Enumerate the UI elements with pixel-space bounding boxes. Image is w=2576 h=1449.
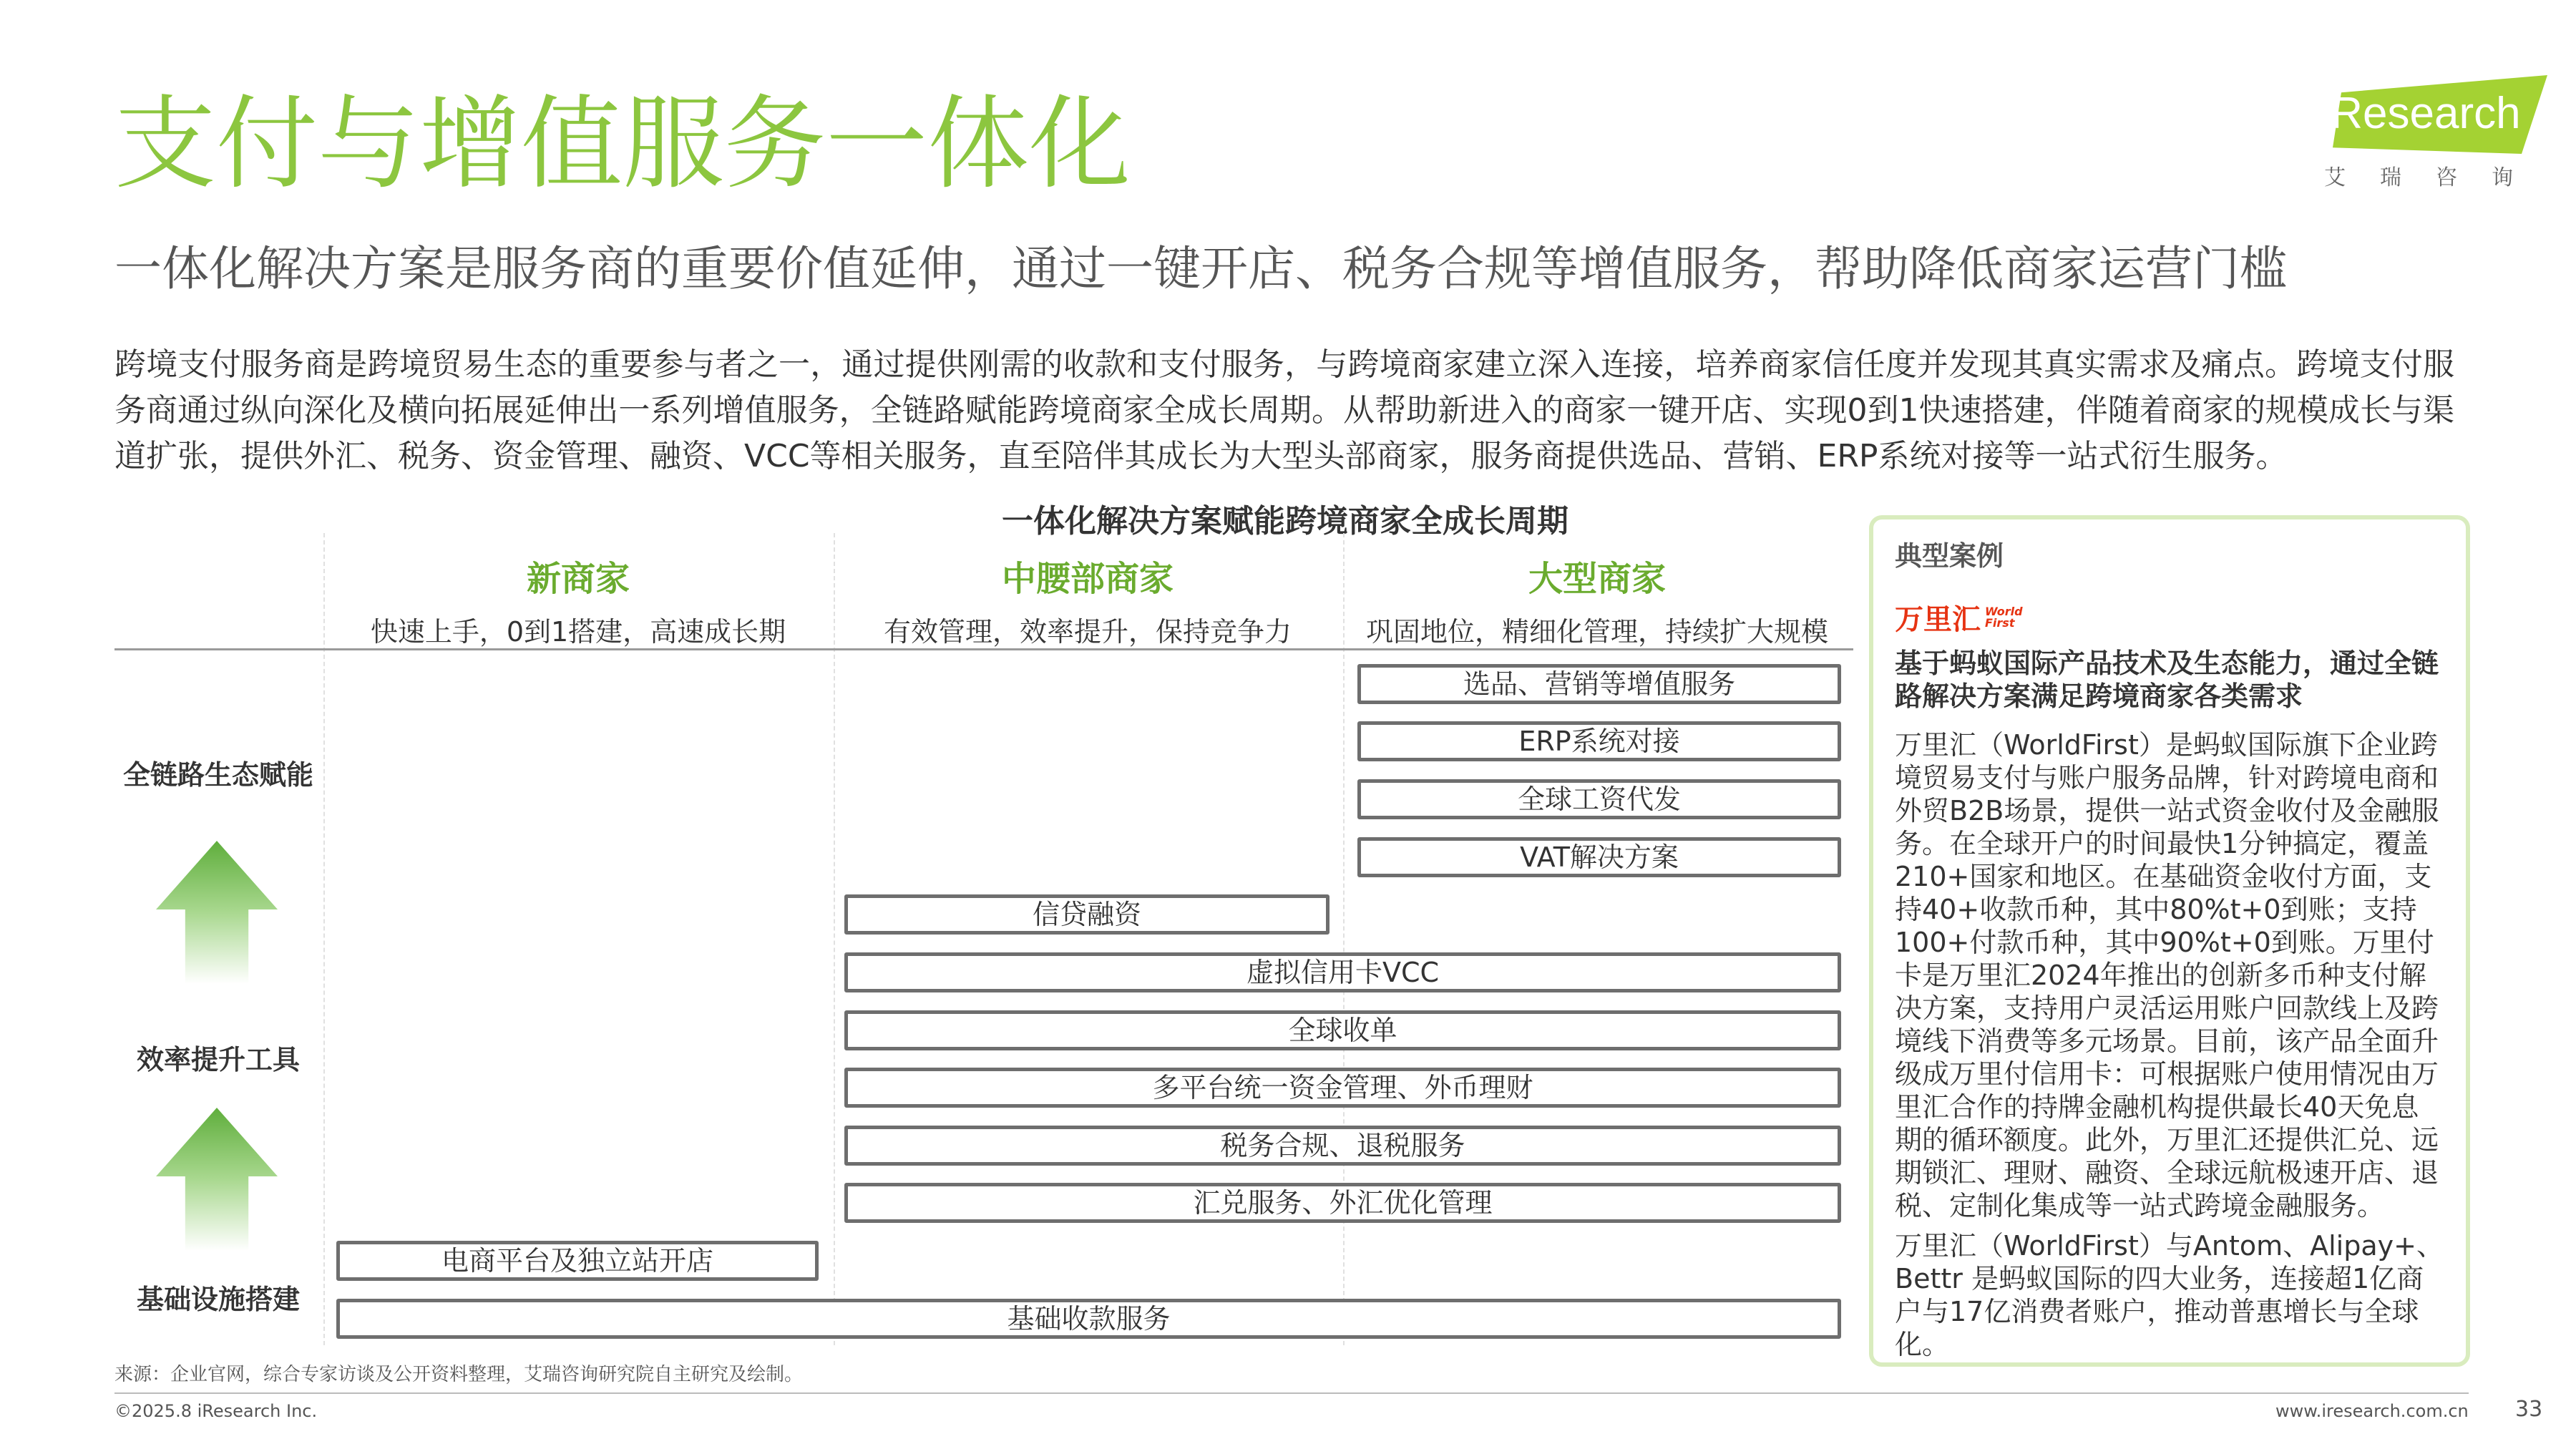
page-number: 33 <box>2515 1397 2543 1422</box>
source-note: 来源：企业官网，综合专家访谈及公开资料整理，艾瑞咨询研究院自主研究及绘制。 <box>114 1364 804 1385</box>
row-label-ecosystem: 全链路生态赋能 <box>122 759 313 791</box>
service-box: 电商平台及独立站开店 <box>336 1241 819 1281</box>
intro-paragraph: 跨境支付服务商是跨境贸易生态的重要参与者之一，通过提供刚需的收款和支付服务，与跨境商家建立深入连接，培养商家信任度并发现其真实需求及痛点。跨境支付服务商通过纵向深化及横向拓展延伸出一系列增值服务，全链路赋能跨境商家全成长周期。从帮助新进入的商家一键开店、实现0到1快速搭建，伴随着商家的规模成长与渠道扩张，提供外汇、税务、资金管理、融资、VCC等相关服务，直至陪伴其成长为大型头部商家，服务商提供选品、营销、ERP系统对接等一站式衍生服务。 <box>114 346 2454 474</box>
case-highlight: 基于蚂蚁国际产品技术及生态能力，通过全链路解决方案满足跨境商家各类需求 <box>1895 648 2439 712</box>
service-box: 多平台统一资金管理、外币理财 <box>844 1068 1841 1108</box>
worldfirst-logo <box>1895 597 2023 638</box>
brand-cn: 万里汇 <box>1895 603 1981 636</box>
stage-large-desc: 巩固地位，精细化管理，持续扩大规模 <box>1365 616 1828 648</box>
brand-en: World First <box>1985 604 2023 630</box>
service-box: 虚拟信用卡VCC <box>844 952 1841 992</box>
row-label-efficiency: 效率提升工具 <box>136 1044 300 1075</box>
stage-new-desc: 快速上手，0到1搭建，高速成长期 <box>370 616 786 648</box>
footer-divider <box>114 1392 2469 1394</box>
case-paragraph-2: 万里汇（WorldFirst）与Antom、Alipay+、Bettr 是蚂蚁国际的四大业务，连接超1亿商户与17亿消费者账户，推动普惠增长与全球化。 <box>1895 1230 2444 1360</box>
service-box: ERP系统对接 <box>1357 721 1841 761</box>
stage-large-merchant: 大型商家 <box>1528 559 1666 599</box>
case-card <box>1869 515 2470 1367</box>
column-divider <box>834 533 835 1345</box>
stage-mid-desc: 有效管理，效率提升，保持竞争力 <box>883 616 1292 648</box>
case-title: 典型案例 <box>1895 540 2004 572</box>
service-box: 汇兑服务、外汇优化管理 <box>844 1183 1841 1223</box>
arrow-up-icon <box>156 1108 278 1251</box>
column-divider <box>323 533 325 1345</box>
service-box: 税务合规、退税服务 <box>844 1126 1841 1166</box>
logo-text: iResearch <box>2318 89 2521 138</box>
service-box: VAT解决方案 <box>1357 837 1841 877</box>
service-box: 选品、营销等增值服务 <box>1357 664 1841 704</box>
service-box: 信贷融资 <box>844 894 1330 935</box>
page-subtitle: 一体化解决方案是服务商的重要价值延伸，通过一键开店、税务合规等增值服务，帮助降低商家运营门槛 <box>114 241 2287 296</box>
copyright: ©2025.8 iResearch Inc. <box>114 1401 318 1421</box>
service-box: 基础收款服务 <box>336 1299 1841 1339</box>
stage-new-merchant: 新商家 <box>526 559 630 599</box>
stage-mid-merchant: 中腰部商家 <box>1001 559 1174 599</box>
column-divider <box>1343 533 1345 1345</box>
arrow-up-icon <box>156 841 278 984</box>
row-label-infrastructure: 基础设施搭建 <box>136 1284 300 1315</box>
iresearch-logo <box>2310 75 2553 197</box>
service-box: 全球收单 <box>844 1010 1841 1050</box>
logo-cn-text: 艾瑞咨询 <box>2324 165 2547 190</box>
diagram-title: 一体化解决方案赋能跨境商家全成长周期 <box>1002 503 1568 540</box>
page-title: 支付与增值服务一体化 <box>114 85 1131 203</box>
service-box: 全球工资代发 <box>1357 779 1841 819</box>
case-paragraph-1: 万里汇（WorldFirst）是蚂蚁国际旗下企业跨境贸易支付与账户服务品牌，针对跨境电商和外贸B2B场景，提供一站式资金收付及金融服务。在全球开户的时间最快1分钟搞定，覆盖210+国家和地区。在基础资金收付方面，支持40+收款币种，其中80%t+0到账；支持100+付款币种，其中90%t+0到账。万里付卡是万里汇2024年推出的创新多币种支付解决方案，支持用户灵活运用账户回款线上及跨境线下消费等多元场景。目前，该产品全面升级成万里付信用卡：可根据账户使用情况由万里汇合作的持牌金融机构提供最长40天免息期的循环额度。此外，万里汇还提供汇兑、远期锁汇、理财、融资、全球远航极速开店、退税、定制化集成等一站式跨境金融服务。 <box>1895 729 2439 1221</box>
website-link[interactable]: www.iresearch.com.cn <box>2275 1401 2469 1421</box>
